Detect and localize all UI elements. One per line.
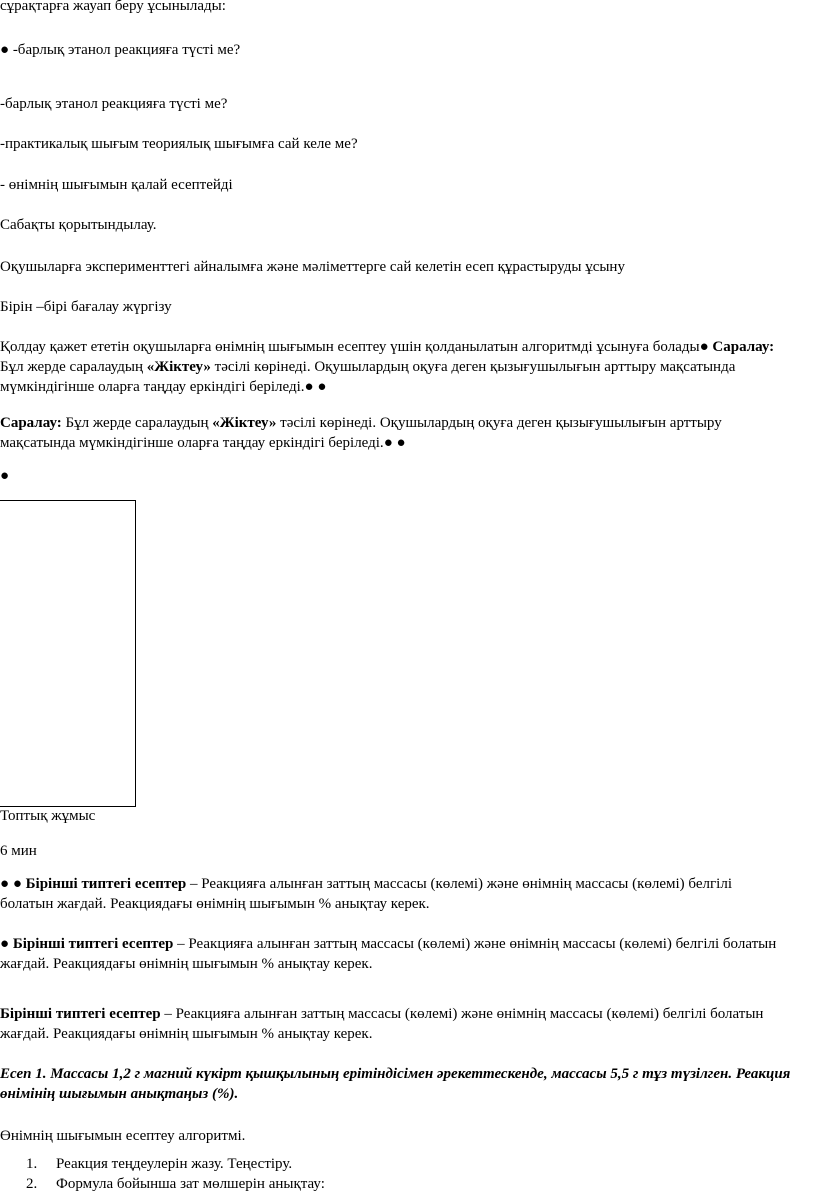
bullet-icon: ● — [304, 379, 314, 395]
type1-label: Бірінші типтегі есептер — [12, 936, 174, 952]
problem-line-1: Есеп 1. Массасы 1,2 г магний күкірт қышқылының ерітіндісімен әрекеттескенде, массасы 5,5 г тұз түзілген. Реакция — [0, 1066, 791, 1082]
bullet-icon: ● — [0, 876, 10, 892]
technique-name: «Жіктеу» — [212, 415, 277, 431]
differentiation-line-1 — [0, 413, 722, 433]
type1-text: – Реакцияға алынған заттың массасы (көлемі) және өнімнің массасы (көлемі) белгілі болатын — [160, 1006, 764, 1022]
type1-block-a-line-2: болатын жағдай. Реакциядағы өнімнің шығымын % анықтау керек. — [0, 896, 430, 912]
question-2: -практикалық шығым теориялық шығымға сай келе ме? — [0, 136, 358, 152]
question-1: -барлық этанол реакцияға түсті ме? — [0, 96, 228, 112]
bullet-icon: ● — [699, 339, 709, 355]
question-3: - өнімнің шығымын қалай есептейді — [0, 177, 233, 193]
type1-block-c-line-1 — [0, 1004, 763, 1024]
step-number: 1. — [26, 1156, 38, 1172]
type1-block-b-line-2: жағдай. Реакциядағы өнімнің шығымын % анықтау керек. — [0, 956, 373, 972]
algorithm-title: Өнімнің шығымын есептеу алгоритмі. — [0, 1128, 246, 1144]
summary-line: Сабақты қорытындылау. — [0, 217, 157, 233]
task-line: Оқушыларға эксперименттегі айналымға және мәліметтерге сай келетін есеп құрастыруды ұсыну — [0, 259, 625, 275]
type1-text: – Реакцияға алынған заттың массасы (көлемі) және өнімнің массасы (көлемі) белгілі болатын — [173, 936, 777, 952]
type1-block-b-line-1 — [0, 934, 776, 954]
algorithm-steps — [0, 1154, 325, 1194]
bullet-icon: ● — [0, 936, 10, 952]
algorithm-step — [26, 1154, 325, 1174]
bullet-icon: ● — [0, 42, 10, 58]
support-text: Бұл жерде саралаудың — [0, 359, 147, 375]
group-work-title: Топтық жұмыс — [0, 808, 96, 824]
step-number: 2. — [26, 1176, 38, 1192]
peer-assessment-line: Бірін –бірі бағалау жүргізу — [0, 299, 172, 315]
type1-block-a-line-1 — [0, 874, 732, 894]
differentiation-text: мақсатында мүмкіндігінше оларға таңдау еркіндігі беріледі. — [0, 435, 384, 451]
support-text: Қолдау қажет ететін оқушыларға өнімнің шығымын есептеу үшін қолданылатын алгоритмді ұсынуға болады — [0, 339, 700, 355]
differentiation-text: тәсілі көрінеді. Оқушылардың оқуға деген қызығушылығын арттыру — [276, 415, 722, 431]
step-text: Формула бойынша зат мөлшерін анықтау: — [56, 1176, 325, 1192]
bullet-icon: ● — [396, 435, 406, 451]
support-text: мүмкіндігінше оларға таңдау еркіндігі беріледі. — [0, 379, 305, 395]
differentiation-line-2 — [0, 433, 406, 453]
differentiation-text: Бұл жерде саралаудың — [61, 415, 213, 431]
bullet-icon: ● — [317, 379, 327, 395]
bullet-icon: ● — [383, 435, 393, 451]
type1-text: – Реакцияға алынған заттың массасы (көлемі) және өнімнің массасы (көлемі) белгілі — [186, 876, 732, 892]
standalone-bullet — [0, 466, 9, 486]
group-work-time: 6 мин — [0, 843, 37, 859]
empty-frame — [0, 500, 136, 807]
differentiation-label: Саралау: — [712, 339, 775, 355]
support-line-2 — [0, 357, 735, 377]
type1-label: Бірінші типтегі есептер — [0, 1006, 161, 1022]
technique-name: «Жіктеу» — [146, 359, 211, 375]
type1-block-c-line-2: жағдай. Реакциядағы өнімнің шығымын % анықтау керек. — [0, 1026, 373, 1042]
type1-label: Бірінші типтегі есептер — [25, 876, 187, 892]
bullet-question-1 — [0, 40, 240, 60]
support-text: тәсілі көрінеді. Оқушылардың оқуға деген қызығушылығын арттыру мақсатында — [210, 359, 736, 375]
problem-line-2: өнімінің шығымын анықтаңыз (%). — [0, 1086, 239, 1102]
bullet-icon: ● — [12, 876, 22, 892]
differentiation-label: Саралау: — [0, 415, 62, 431]
algorithm-step — [26, 1174, 325, 1194]
support-line-1 — [0, 337, 774, 357]
support-line-3 — [0, 377, 326, 397]
step-text: Реакция теңдеулерін жазу. Теңестіру. — [56, 1156, 293, 1172]
bullet-icon: ● — [0, 468, 10, 484]
question-text: -барлық этанол реакцияға түсті ме? — [12, 42, 241, 58]
intro-line: сұрақтарға жауап беру ұсынылады: — [0, 0, 226, 14]
